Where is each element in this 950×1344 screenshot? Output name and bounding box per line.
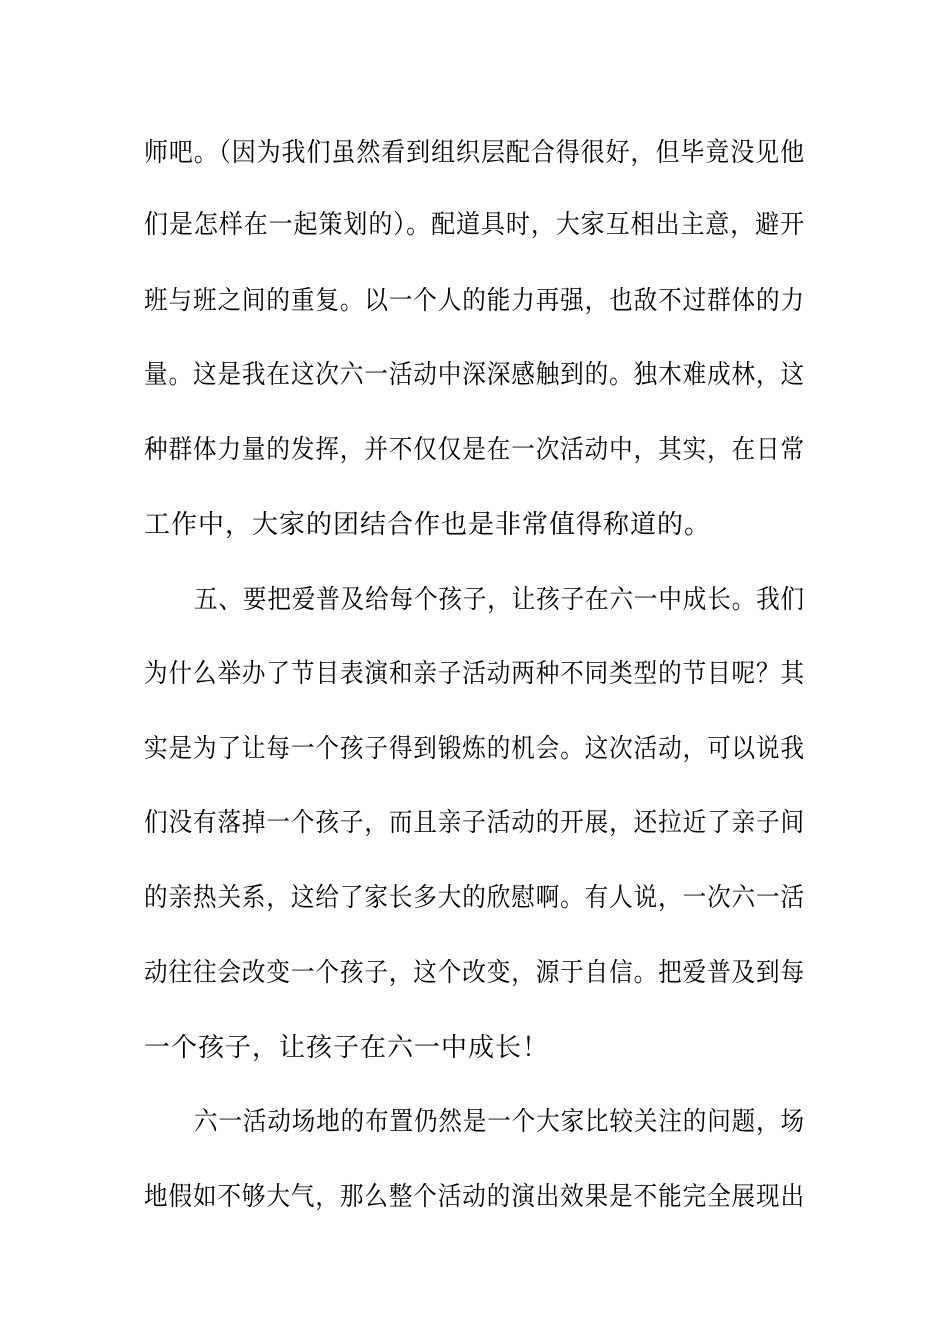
- text-line: 地假如不够大气，那么整个活动的演出效果是不能完全展现出: [144, 1182, 806, 1212]
- text-line: 们没有落掉一个孩子，而且亲子活动的开展，还拉近了亲子间: [144, 808, 806, 838]
- text-line: 种群体力量的发挥，并不仅仅是在一次活动中，其实，在日常: [144, 435, 806, 465]
- text-line: 工作中，大家的团结合作也是非常值得称道的。: [144, 510, 712, 540]
- text-line: 一个孩子，让孩子在六一中成长！: [144, 1033, 550, 1063]
- text-line: 的亲热关系，这给了家长多大的欣慰啊。有人说，一次六一活: [144, 883, 806, 913]
- text-line: 实是为了让每一个孩子得到锻炼的机会。这次活动，可以说我: [144, 734, 806, 764]
- paragraph-first-line: 六一活动场地的布置仍然是一个大家比较关注的问题，场: [194, 1107, 806, 1137]
- text-line: 动往往会改变一个孩子，这个改变，源于自信。把爱普及到每: [144, 958, 806, 988]
- text-line: 师吧。（因为我们虽然看到组织层配合得很好，但毕竟没见他: [144, 138, 806, 168]
- text-line: 为什么举办了节目表演和亲子活动两种不同类型的节目呢？其: [144, 659, 806, 689]
- paragraph-first-line: 五、要把爱普及给每个孩子，让孩子在六一中成长。我们: [194, 585, 806, 615]
- text-line: 们是怎样在一起策划的）。配道具时，大家互相出主意，避开: [144, 210, 806, 240]
- text-line: 班与班之间的重复。以一个人的能力再强，也敌不过群体的力: [144, 286, 806, 316]
- text-line: 量。这是我在这次六一活动中深深感触到的。独木难成林，这: [144, 360, 806, 390]
